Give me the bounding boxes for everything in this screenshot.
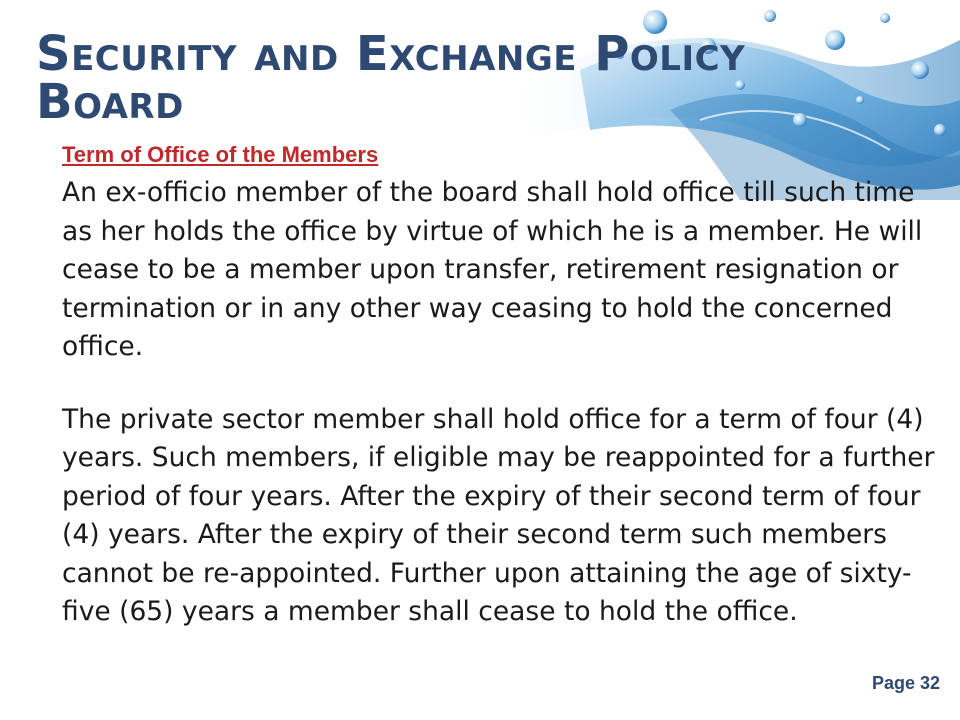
page-number: Page 32 <box>871 673 940 693</box>
paragraph-spacer <box>62 367 942 401</box>
slide-title: Security and Exchange Policy Board <box>36 26 746 130</box>
paragraph-ex-officio: An ex-officio member of the board shall hold office till such time as her holds the office by virtue of which he is a member. He will cease to be a member upon transfer, retirement resignation or termination or in any other way ceasing to hold the concerned office. <box>62 177 923 362</box>
section-subheading: Term of Office of the Members <box>62 142 379 167</box>
slide-body <box>62 140 942 632</box>
paragraph-private-sector: The private sector member shall hold office for a term of four (4) years. Such members, if eligible may be reappointed for a further period of four years. After the expiry of their second term of four (4) years. After the expiry of their second term such members cannot be re-appointed. Further upon attaining the age of sixty-five (65) years a member shall cease to hold the office. <box>62 403 935 627</box>
